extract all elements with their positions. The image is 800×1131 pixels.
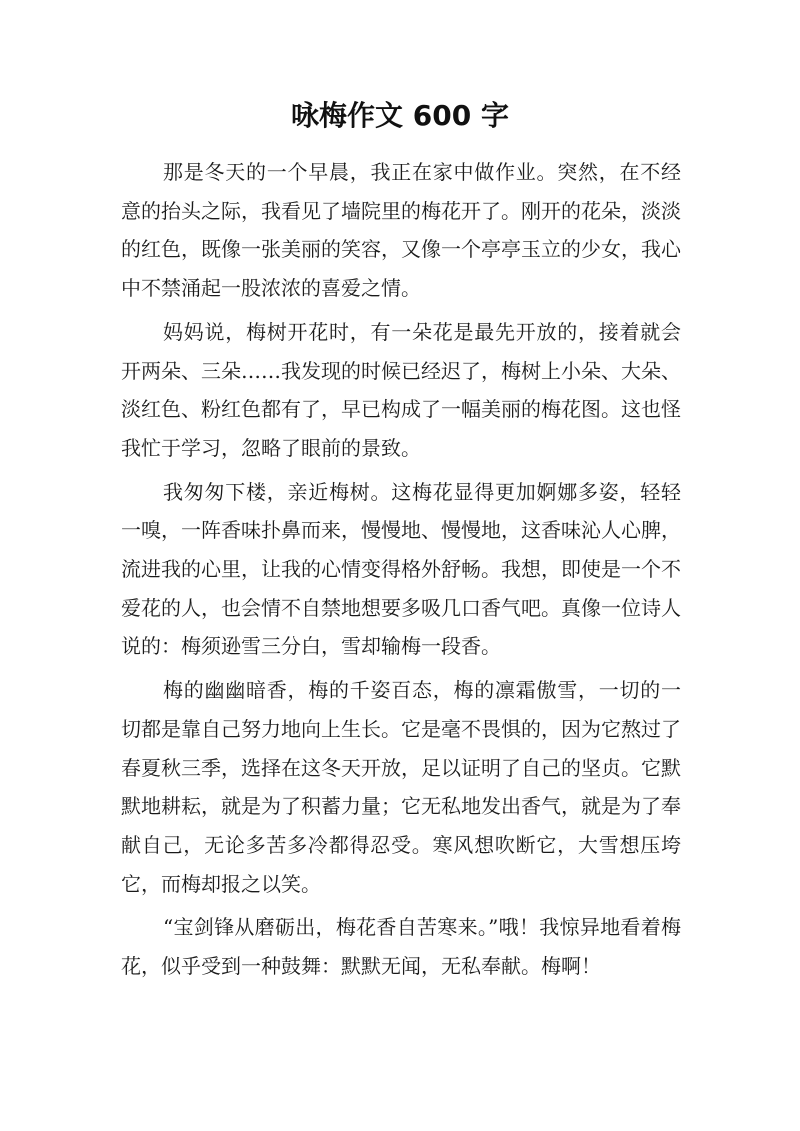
paragraph-4: 梅的幽幽暗香，梅的千姿百态，梅的凛霜傲雪，一切的一切都是靠自己努力地向上生长。它是毫不畏惧的，因为它熬过了春夏秋三季，选择在这冬天开放，足以证明了自己的坚贞。它默默地耕耘，就是为了积蓄力量；它无私地发出香气，就是为了奉献自己，无论多苦多冷都得忍受。寒风想吹断它，大雪想压垮它，而梅却报之以笑。 xyxy=(121,678,681,896)
paragraph-5: “宝剑锋从磨砺出，梅花香自苦寒来。”哦！我惊异地看着梅花，似乎受到一种鼓舞：默默无闻，无私奉献。梅啊！ xyxy=(121,915,681,979)
document-title: 咏梅作文 600 字 xyxy=(291,99,509,132)
paragraph-1: 那是冬天的一个早晨，我正在家中做作业。突然，在不经意的抬头之际，我看见了墙院里的梅花开了。刚开的花朵，淡淡的红色，既像一张美丽的笑容，又像一个亭亭玉立的少女，我心中不禁涌起一股浓浓的喜爱之情。 xyxy=(121,160,681,301)
paragraph-3: 我匆匆下楼，亲近梅树。这梅花显得更加婀娜多姿，轻轻一嗅，一阵香味扑鼻而来，慢慢地、慢慢地，这香味沁人心脾，流进我的心里，让我的心情变得格外舒畅。我想，即使是一个不爱花的人，也会情不自禁地想要多吸几口香气吧。真像一位诗人说的：梅须逊雪三分白，雪却输梅一段香。 xyxy=(121,479,681,659)
paragraph-2: 妈妈说，梅树开花时，有一朵花是最先开放的，接着就会开两朵、三朵……我发现的时候已经迟了，梅树上小朵、大朵、淡红色、粉红色都有了，早已构成了一幅美丽的梅花图。这也怪我忙于学习，忽略了眼前的景致。 xyxy=(121,319,681,460)
document-body xyxy=(121,153,681,991)
